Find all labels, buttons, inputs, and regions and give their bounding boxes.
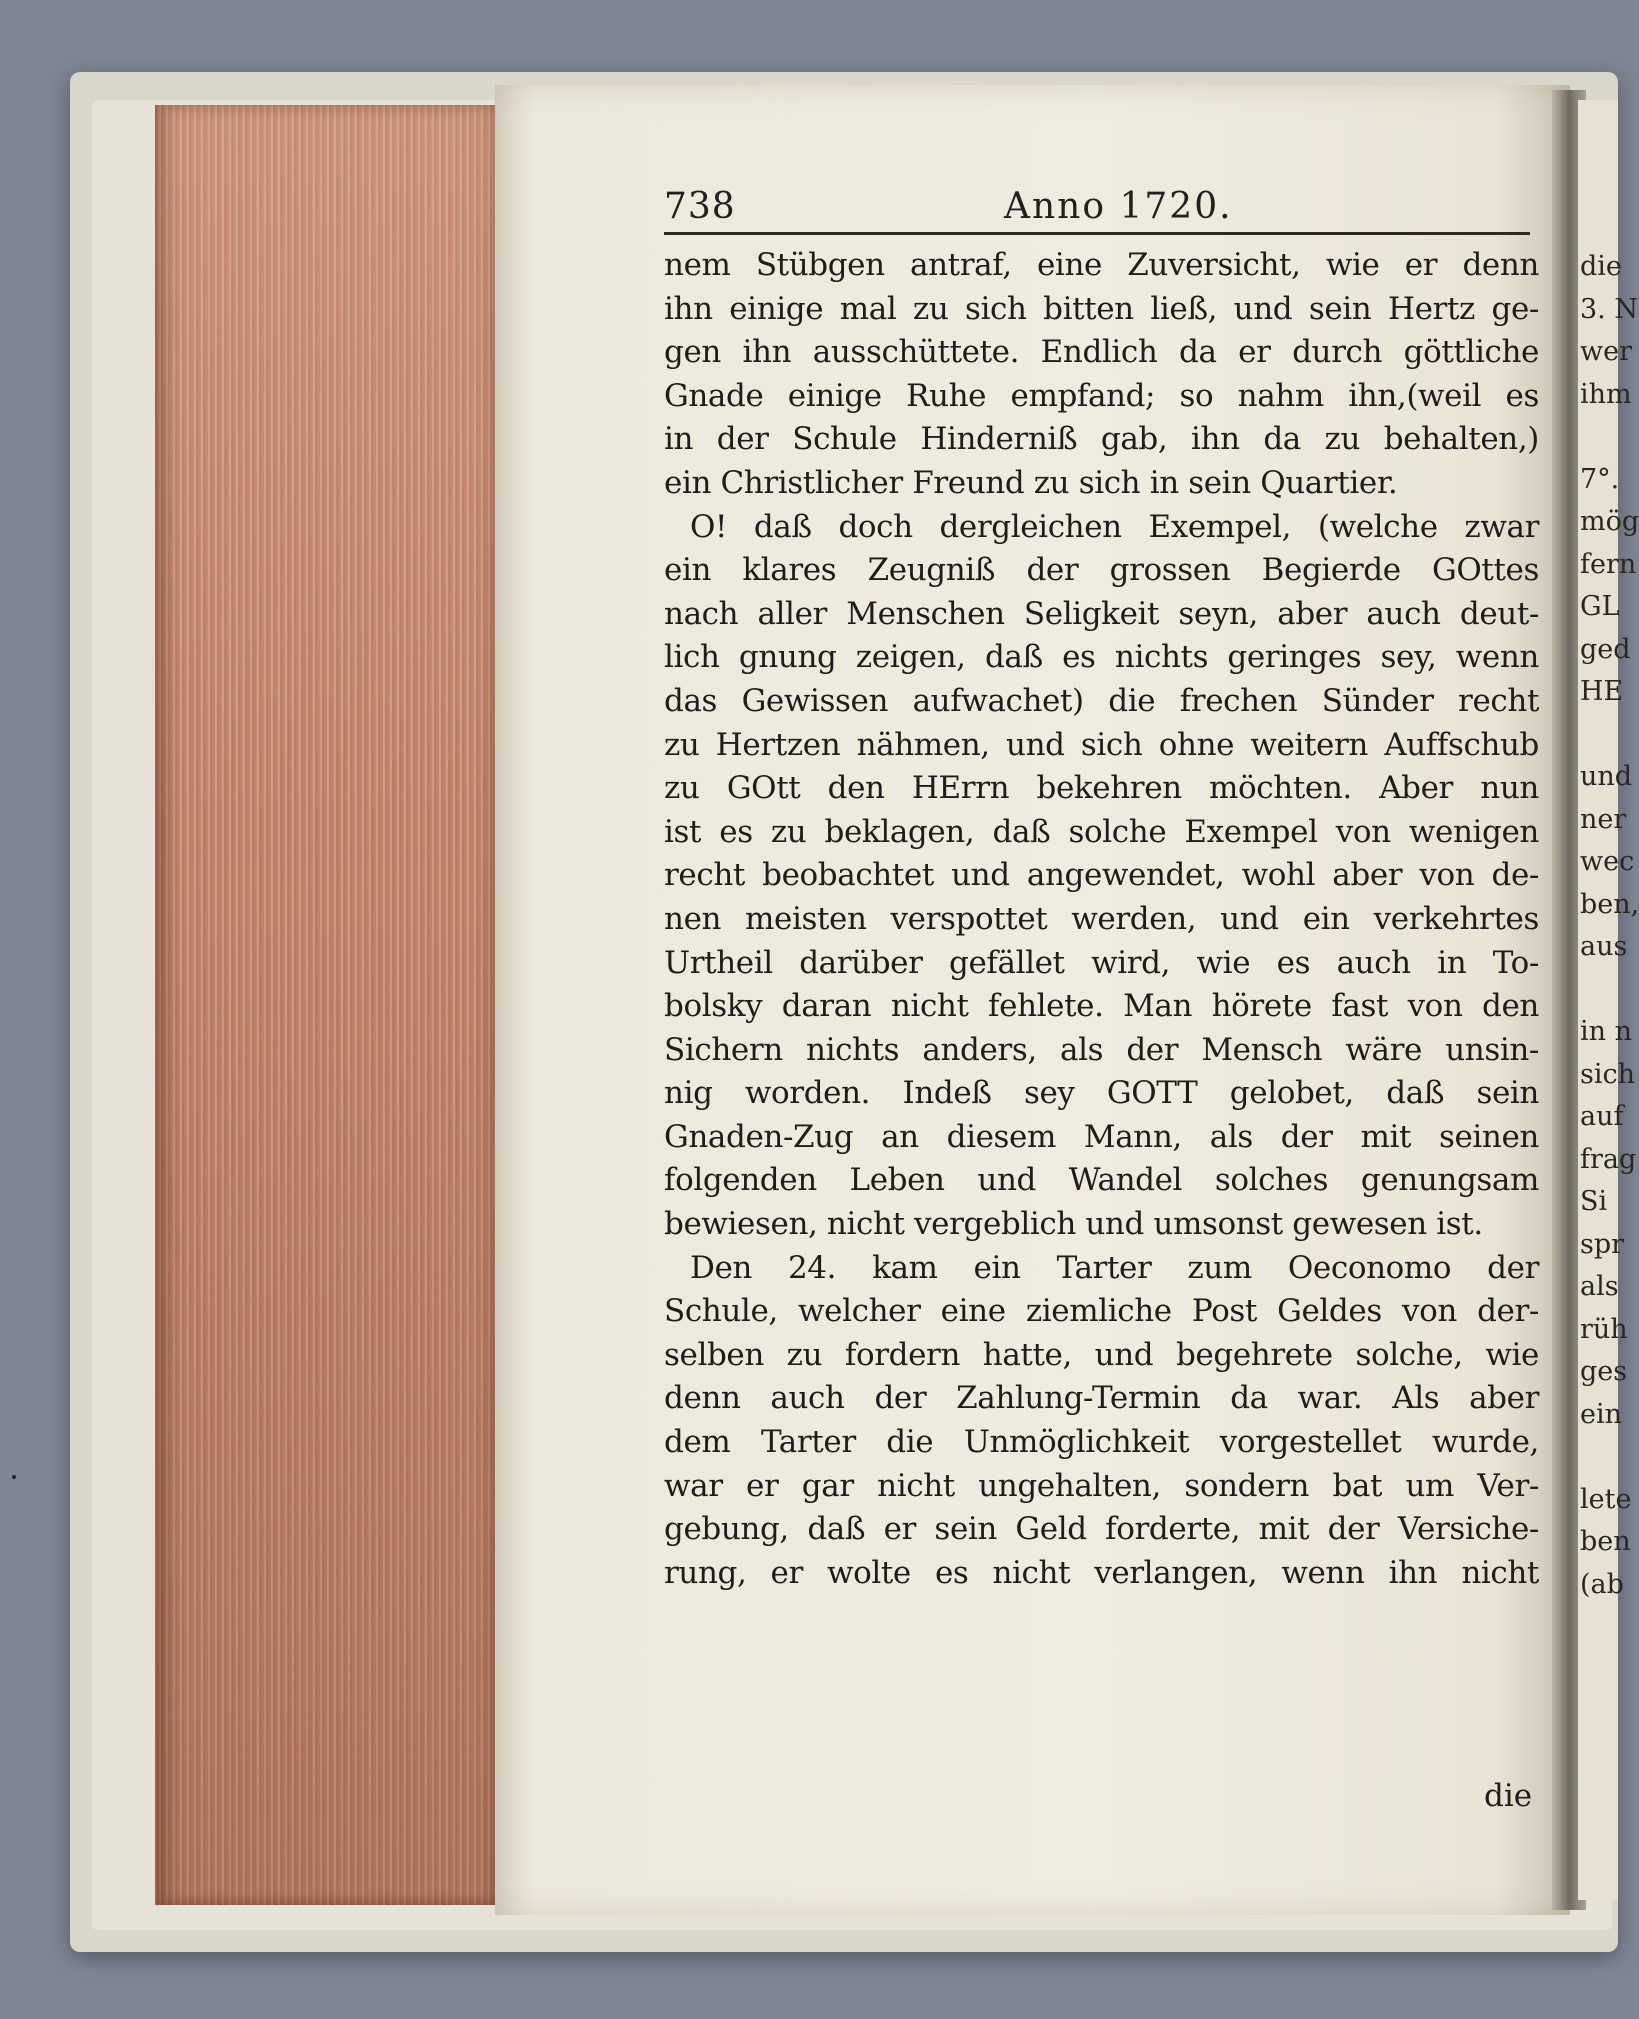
next-page-fragment <box>1580 416 1618 459</box>
next-page-fragment: GL <box>1580 591 1620 622</box>
text-line: in der Schule Hinderniß gab, ihn da zu behalten,) <box>664 421 1539 458</box>
text-line: Gnade einige Ruhe empfand; so nahm ihn,(weil es <box>664 377 1539 414</box>
text-line: ist es zu beklagen, daß solche Exempel von wenigen <box>664 813 1539 850</box>
next-page-fragment: auf <box>1580 1101 1624 1132</box>
next-page-fragment: ihm <box>1580 378 1632 410</box>
text-line: zu GOtt den HErrn bekehren möchten. Aber nun <box>664 770 1539 807</box>
next-page-fragment <box>1580 1436 1618 1479</box>
next-page-fragment: 7°. <box>1580 463 1620 495</box>
text-line: Sichern nichts anders, als der Mensch wäre unsin- <box>664 1031 1539 1068</box>
next-page-fragment: aus <box>1580 931 1628 962</box>
next-page-fragment <box>1580 969 1618 1012</box>
text-line: denn auch der Zahlung-Termin da war. Als aber <box>664 1380 1539 1417</box>
text-line: war er gar nicht ungehalten, sondern bat um Ver- <box>664 1467 1539 1504</box>
next-page-fragment: sich <box>1580 1058 1636 1090</box>
text-line: Gnaden-Zug an diesem Mann, als der mit seinen <box>664 1118 1539 1155</box>
next-page-text <box>1580 246 1639 1606</box>
next-page-fragment: ben <box>1580 1526 1631 1557</box>
next-page-fragment: ged <box>1580 633 1631 665</box>
text-line: Schule, welcher eine ziemliche Post Geldes von der- <box>664 1293 1539 1330</box>
next-page-fragment: spr <box>1580 1228 1625 1260</box>
text-line: bewiesen, nicht vergeblich und umsonst gewesen ist. <box>664 1206 1483 1243</box>
next-page-fragment: (ab <box>1580 1568 1624 1600</box>
next-page-fragment: lete <box>1580 1483 1632 1515</box>
header-rule <box>664 232 1530 235</box>
text-line: bolsky daran nicht fehlete. Man hörete fast von den <box>664 988 1539 1025</box>
text-line: folgenden Leben und Wandel solches genungsam <box>664 1162 1539 1199</box>
text-line: nen meisten verspottet werden, und ein verkehrtes <box>664 900 1539 937</box>
next-page-fragment: frag <box>1580 1143 1637 1175</box>
text-line: gen ihn ausschüttete. Endlich da er durch göttliche <box>664 334 1539 371</box>
text-line: ein klares Zeugniß der grossen Begierde GOttes <box>664 552 1539 589</box>
text-line: rung, er wolte es nicht verlangen, wenn ihn nicht <box>664 1554 1539 1591</box>
text-line: O! daß doch dergleichen Exempel, (welche zwar <box>690 508 1539 545</box>
next-page-fragment: als <box>1580 1271 1619 1302</box>
text-line: ein Christlicher Freund zu sich in sein Quartier. <box>664 464 1398 501</box>
next-page-fragment: ben, <box>1580 888 1639 920</box>
text-line: nem Stübgen antraf, eine Zuversicht, wie er denn <box>664 247 1539 283</box>
text-line: zu Hertzen nähmen, und sich ohne weitern Auffschub <box>664 726 1539 763</box>
next-page-fragment: in n <box>1580 1016 1632 1047</box>
page-stack-fore-edge <box>155 105 497 1905</box>
text-line: lich gnung zeigen, daß es nichts geringes sey, wenn <box>664 639 1539 676</box>
next-page-fragment: ges <box>1580 1356 1628 1387</box>
text-line: gebung, daß er sein Geld forderte, mit der Versiche- <box>664 1511 1539 1548</box>
next-page-fragment: rüh <box>1580 1313 1628 1345</box>
next-page-fragment: HE <box>1580 676 1624 707</box>
next-page-fragment: Si <box>1580 1186 1608 1217</box>
text-line: Den 24. kam ein Tarter zum Oeconomo der <box>690 1249 1539 1286</box>
next-page-fragment: ein <box>1580 1398 1623 1430</box>
body-text <box>664 244 1539 1595</box>
text-line: nach aller Menschen Seligkeit seyn, aber auch deut- <box>664 595 1539 632</box>
page-number: 738 <box>664 186 736 227</box>
text-line: Urtheil darüber gefället wird, wie es auch in To- <box>664 944 1539 981</box>
text-line: nig worden. Indeß sey GOTT gelobet, daß sein <box>664 1075 1539 1112</box>
next-page-fragment: die <box>1580 251 1622 282</box>
next-page-fragment <box>1580 714 1618 757</box>
text-line: dem Tarter die Unmöglichkeit vorgestellet wurde, <box>664 1424 1539 1461</box>
text-line: ihn einige mal zu sich bitten ließ, und sein Hertz ge- <box>664 290 1539 327</box>
next-page-fragment: und <box>1580 761 1633 792</box>
text-line: das Gewissen aufwachet) die frechen Sünder recht <box>664 682 1539 719</box>
catchword: die <box>1484 1778 1533 1814</box>
text-line: selben zu fordern hatte, und begehrete solche, wie <box>664 1336 1539 1373</box>
next-page-fragment: 3. N <box>1580 293 1638 325</box>
dust-speck <box>12 1475 16 1479</box>
next-page-fragment: wec <box>1580 846 1635 877</box>
next-page-fragment: wer <box>1580 336 1632 367</box>
page-header <box>664 180 1529 234</box>
next-page-fragment: fern <box>1580 548 1637 580</box>
next-page-fragment: ner <box>1580 803 1627 835</box>
next-page-fragment: mög <box>1580 506 1639 537</box>
running-head: Anno 1720. <box>1004 186 1233 227</box>
text-line: recht beobachtet und angewendet, wohl aber von de- <box>664 857 1539 894</box>
